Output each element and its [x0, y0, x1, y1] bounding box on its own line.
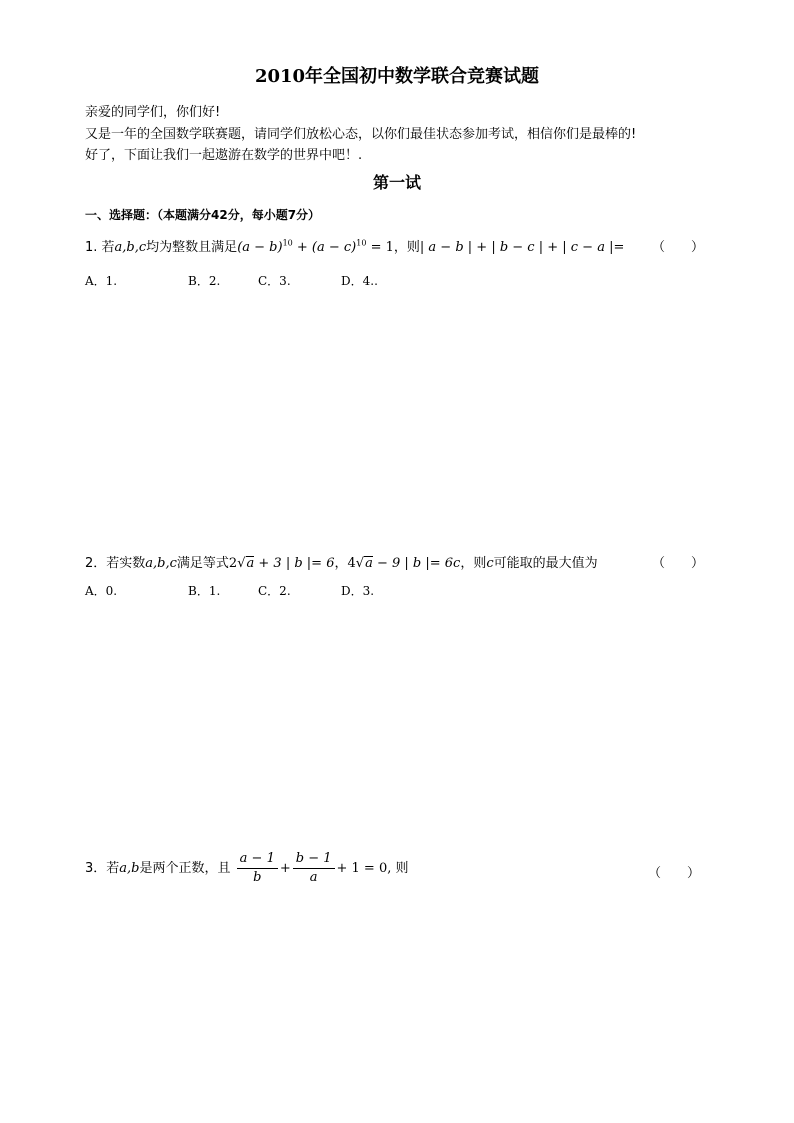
q2-var-c: c: [486, 556, 494, 571]
q1-mid: 均为整数且满足: [146, 240, 238, 255]
q1-expr-b: (a − c): [311, 240, 357, 255]
greeting-line-2: 又是一年的全国数学联赛题，请同学们放松心态，以你们最佳状态参加考试，相信你们是最棒的!: [85, 127, 637, 142]
greeting-line-1: 亲爱的同学们，你们好!: [85, 105, 221, 120]
q1-answer-paren: （ ）: [652, 240, 705, 255]
q1-abs-expr: | a − b | + | b − c | + | c − a |=: [419, 240, 625, 255]
q1-plus: +: [292, 240, 312, 255]
q1-then: ，则: [393, 240, 420, 255]
radical-sign-icon: √: [237, 556, 246, 571]
part-heading: 一、选择题：（本题满分42分，每小题7分）: [85, 208, 321, 222]
q2-option-d: D．3.: [341, 584, 375, 598]
q1-prefix: 1. 若: [85, 240, 115, 255]
q3-f1-denominator: b: [253, 870, 262, 885]
q1-option-b: B．2.: [188, 274, 221, 288]
q3-rest: + 1 = 0,: [336, 861, 392, 876]
q3-fraction-1: [237, 850, 278, 887]
q1-vars: a,b,c: [114, 240, 147, 255]
q3-answer-paren: （ ）: [648, 866, 701, 881]
q2-answer-paren: （ ）: [652, 556, 705, 571]
exam-title: 2010年全国初中数学联合竞赛试题: [254, 66, 540, 87]
q3-vars: a,b: [119, 861, 140, 876]
q2-option-c: C．2.: [258, 584, 291, 598]
q3-prefix: 3．若: [85, 861, 120, 876]
q2-e1-rest: + 3 | b |= 6: [254, 556, 335, 571]
q2-tail: 可能取的最大值为: [493, 556, 598, 571]
question-2: [85, 552, 598, 571]
q1-exp1: 10: [282, 238, 293, 248]
q2-e1-radicand: a: [246, 556, 255, 571]
q1-eq: = 1: [366, 240, 394, 255]
q2-mid: 满足等式: [176, 556, 229, 571]
q3-fraction-2: [293, 850, 335, 887]
q1-option-c: C．3.: [258, 274, 291, 288]
q2-option-a: A．0.: [85, 584, 118, 598]
q2-e1-coef: 2: [228, 556, 238, 571]
section-title: 第一试: [372, 173, 421, 192]
question-1: [85, 236, 624, 255]
q3-mid: 是两个正数，且: [139, 861, 231, 876]
q2-prefix: 2．若实数: [85, 556, 146, 571]
question-3: [85, 850, 409, 887]
q2-vars: a,b,c: [145, 556, 177, 571]
q3-f1-numerator: a − 1: [237, 850, 278, 869]
q2-e2-radicand: a: [365, 556, 373, 571]
q2-option-b: B．1.: [188, 584, 221, 598]
q2-e2-coef: 4: [347, 556, 356, 571]
q2-then: ，则: [460, 556, 487, 571]
q3-f2-numerator: b − 1: [293, 850, 335, 869]
q1-option-d: D．4..: [341, 274, 378, 288]
q2-e2-rest: − 9 | b |= 6c: [372, 556, 461, 571]
q2-sep: ，: [334, 556, 348, 571]
q3-tail: 则: [395, 861, 409, 876]
q3-f2-denominator: a: [309, 870, 318, 885]
q1-expr-a: (a − b): [237, 240, 283, 255]
q3-plus: +: [279, 861, 291, 876]
radical-sign-icon: √: [355, 556, 365, 571]
q1-exp2: 10: [356, 238, 367, 248]
q1-option-a: A．1.: [85, 274, 118, 288]
greeting-line-3: 好了，下面让我们一起遨游在数学的世界中吧！.: [85, 148, 363, 163]
